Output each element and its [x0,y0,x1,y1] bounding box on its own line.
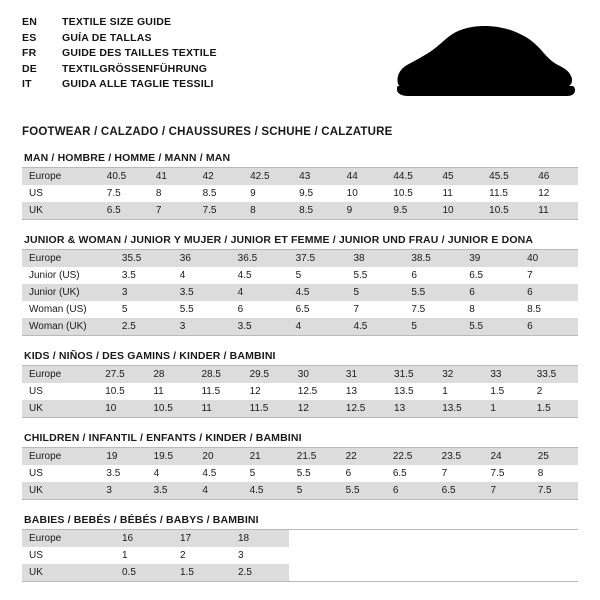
size-cell: 10.5 [393,188,413,199]
dress-shoe-silhouette-icon [386,22,576,102]
language-row [22,32,217,48]
size-cell: 5.5 [353,270,368,281]
size-cell: 7.5 [411,304,426,315]
size-cell: 10.5 [105,386,125,397]
language-title: TEXTILGRÖSSENFÜHRUNG [62,62,208,75]
category-line: FOOTWEAR / CALZADO / CHAUSSURES / SCHUHE / CALZATURE [22,126,393,138]
size-cell: 7 [353,304,360,315]
row-label: Woman (UK) [22,318,115,335]
size-cell: 18 [231,530,289,547]
size-section [22,514,578,582]
size-cell: 8.5 [202,188,217,199]
size-section [22,432,578,500]
size-cell: 10 [346,188,358,199]
size-cell: 1.5 [173,564,231,581]
size-cell: 9.5 [386,202,435,219]
size-cell: 23.5 [435,448,484,465]
size-cell: 37.5 [289,250,347,267]
section-title: JUNIOR & WOMAN / JUNIOR Y MUJER / JUNIOR ET FEMME / JUNIOR UND FRAU / JUNIOR E DONA [22,234,578,250]
size-cell: 7 [527,270,533,281]
size-cell: 13 [387,400,435,417]
language-row [22,16,217,32]
size-cell: 4.5 [202,468,217,479]
size-cell: 3.5 [173,284,231,301]
size-cell: 5.5 [296,468,311,479]
size-cell: 5 [346,284,404,301]
size-cell: 8 [469,304,475,315]
size-sections [0,152,600,582]
section-title: MAN / HOMBRE / HOMME / MANN / MAN [22,152,578,168]
section-divider [22,219,578,220]
size-cell: 6 [345,468,352,479]
language-code: ES [22,31,37,44]
size-cell: 8 [243,202,292,219]
size-cell: 19 [99,448,146,465]
size-cell: 3 [99,482,146,499]
size-cell: 8 [155,188,162,199]
size-cell: 31.5 [387,366,435,383]
row-label: US [29,550,43,561]
size-cell: 40.5 [100,168,149,185]
size-cell: 6 [520,318,578,335]
size-cell: 0.5 [115,564,173,581]
size-cell: 2.5 [115,318,173,335]
size-cell: 6.5 [469,270,484,281]
size-cell: 5.5 [339,482,386,499]
language-code: IT [22,78,32,90]
size-cell: 7 [483,482,530,499]
size-cell: 8.5 [292,202,340,219]
size-cell: 6.5 [435,482,484,499]
language-title: GUIDA ALLE TAGLIE TESSILI [62,78,214,90]
size-cell: 3.5 [121,270,136,281]
table-row [22,530,289,547]
row-label: Europe [22,250,115,267]
row-label: US [29,468,43,479]
size-cell: 33.5 [530,366,578,383]
size-cell: 30 [291,366,339,383]
section-divider [22,581,578,582]
size-cell: 32 [435,366,483,383]
size-cell: 4 [231,284,289,301]
size-cell: 21.5 [290,448,339,465]
row-label: Europe [22,168,100,185]
size-cell: 2 [536,386,543,397]
language-title-list [22,16,217,94]
size-cell: 12 [538,188,550,199]
size-cell: 6 [237,304,244,315]
language-row [22,63,217,79]
size-cell: 38.5 [404,250,462,267]
size-cell: 3.5 [231,318,289,335]
section-divider [22,335,578,336]
size-cell: 36 [173,250,231,267]
table-row [22,400,578,417]
size-cell: 10.5 [482,202,531,219]
size-cell: 6.5 [392,468,407,479]
size-cell: 17 [173,530,231,547]
table-row [22,250,578,267]
size-cell: 44 [340,168,387,185]
size-cell: 31 [339,366,387,383]
size-cell: 10 [98,400,146,417]
size-cell: 3.5 [106,468,121,479]
size-cell: 5 [404,318,462,335]
size-cell: 8.5 [527,304,541,315]
size-table [22,168,578,219]
size-cell: 46 [531,168,578,185]
size-cell: 13.5 [435,400,483,417]
size-cell: 2 [180,550,186,561]
size-cell: 43 [292,168,340,185]
size-cell: 13.5 [394,386,414,397]
size-table [22,250,578,335]
size-cell: 4 [195,482,242,499]
table-row [22,301,578,318]
size-cell: 44.5 [386,168,435,185]
table-row [22,465,578,482]
language-title: GUÍA DE TALLAS [62,31,152,44]
size-section [22,152,578,220]
row-label: Junior (US) [29,270,80,281]
size-cell: 8 [537,468,544,479]
size-cell: 22.5 [386,448,435,465]
size-cell: 19.5 [147,448,196,465]
size-cell: 4 [153,468,160,479]
language-title: TEXTILE SIZE GUIDE [62,16,172,28]
size-cell: 1 [483,400,529,417]
row-label: Woman (US) [29,304,87,315]
document-header [0,0,600,112]
row-label: US [29,188,43,199]
size-cell: 42 [196,168,244,185]
table-row [22,267,578,284]
size-section [22,234,578,336]
size-cell: 38 [346,250,404,267]
size-cell: 36.5 [231,250,289,267]
size-cell: 40 [520,250,578,267]
section-title: KIDS / NIÑOS / DES GAMINS / KINDER / BAMBINI [22,350,578,366]
size-cell: 5 [290,482,339,499]
size-cell: 3.5 [147,482,196,499]
size-cell: 1.5 [530,400,578,417]
language-row [22,47,217,63]
section-divider [22,499,578,500]
table-row [22,547,289,564]
size-cell: 11 [531,202,578,219]
size-cell: 10 [435,202,482,219]
size-cell: 9 [250,188,256,199]
size-cell: 4.5 [237,270,252,281]
size-cell: 3 [115,284,173,301]
size-cell: 11 [153,386,164,397]
table-row [22,482,578,499]
table-row [22,383,578,400]
language-row [22,78,217,94]
size-cell: 5.5 [462,318,520,335]
size-cell: 5 [295,270,302,281]
size-cell: 16 [115,530,173,547]
size-cell: 7.5 [490,468,505,479]
size-cell: 5 [121,304,128,315]
size-cell: 3 [238,550,244,561]
table-row [22,318,578,335]
section-title: BABIES / BEBÉS / BÉBÉS / BABYS / BAMBINI [22,514,578,530]
size-cell: 35.5 [115,250,173,267]
row-label: Europe [22,530,115,547]
size-cell: 6.5 [100,202,149,219]
size-table [22,530,289,581]
language-title: GUIDE DES TAILLES TEXTILE [62,47,217,59]
table-row [22,168,578,185]
size-cell: 27.5 [98,366,146,383]
size-cell: 11.5 [489,188,508,199]
size-section [22,350,578,418]
language-code: EN [22,16,37,28]
size-cell: 12.5 [339,400,387,417]
size-cell: 4.5 [243,482,290,499]
row-label: UK [22,564,115,581]
language-code: FR [22,47,37,59]
size-cell: 42.5 [243,168,292,185]
table-row [22,284,578,301]
size-cell: 4.5 [289,284,347,301]
section-title: CHILDREN / INFANTIL / ENFANTS / KINDER / BAMBINI [22,432,578,448]
size-cell: 1 [442,386,448,397]
size-cell: 4.5 [346,318,404,335]
size-cell: 6.5 [295,304,310,315]
size-cell: 3 [173,318,231,335]
row-label: Europe [22,448,99,465]
size-cell: 10.5 [146,400,194,417]
size-cell: 5.5 [179,304,194,315]
size-cell: 20 [195,448,242,465]
row-label: Europe [22,366,98,383]
size-cell: 45 [435,168,482,185]
size-cell: 6 [462,284,520,301]
table-row [22,366,578,383]
size-cell: 11.5 [201,386,221,397]
table-row [22,185,578,202]
row-label: US [29,386,43,397]
size-cell: 1.5 [490,386,505,397]
size-cell: 11 [194,400,242,417]
size-cell: 1 [122,550,128,561]
size-cell: 5.5 [404,284,462,301]
size-cell: 13 [345,386,358,397]
size-cell: 6 [411,270,417,281]
size-cell: 22 [339,448,386,465]
size-cell: 12.5 [297,386,318,397]
size-cell: 9.5 [299,188,314,199]
size-cell: 21 [243,448,290,465]
size-cell: 12 [249,386,261,397]
size-cell: 4 [179,270,186,281]
size-cell: 45.5 [482,168,531,185]
row-label: UK [22,202,100,219]
row-label: UK [22,400,98,417]
language-code: DE [22,62,37,75]
size-cell: 29.5 [243,366,291,383]
size-cell: 7.5 [196,202,244,219]
size-cell: 7.5 [106,188,121,199]
size-cell: 12 [291,400,339,417]
size-cell: 28 [146,366,194,383]
size-cell: 25 [531,448,578,465]
size-cell: 11 [442,188,453,199]
size-cell: 5 [249,468,256,479]
section-divider [22,417,578,418]
size-cell: 41 [149,168,196,185]
size-cell: 6 [386,482,435,499]
table-row [22,202,578,219]
size-cell: 7 [441,468,448,479]
table-row [22,564,289,581]
size-cell: 24 [483,448,530,465]
size-cell: 11.5 [243,400,291,417]
size-cell: 33 [483,366,529,383]
size-cell: 39 [462,250,520,267]
size-table [22,366,578,417]
size-cell: 2.5 [231,564,289,581]
size-cell: 9 [340,202,387,219]
size-cell: 6 [520,284,578,301]
size-cell: 7 [149,202,196,219]
size-cell: 28.5 [194,366,242,383]
size-cell: 7.5 [531,482,578,499]
table-row [22,448,578,465]
size-table [22,448,578,499]
row-label: Junior (UK) [22,284,115,301]
row-label: UK [22,482,99,499]
size-cell: 4 [289,318,347,335]
